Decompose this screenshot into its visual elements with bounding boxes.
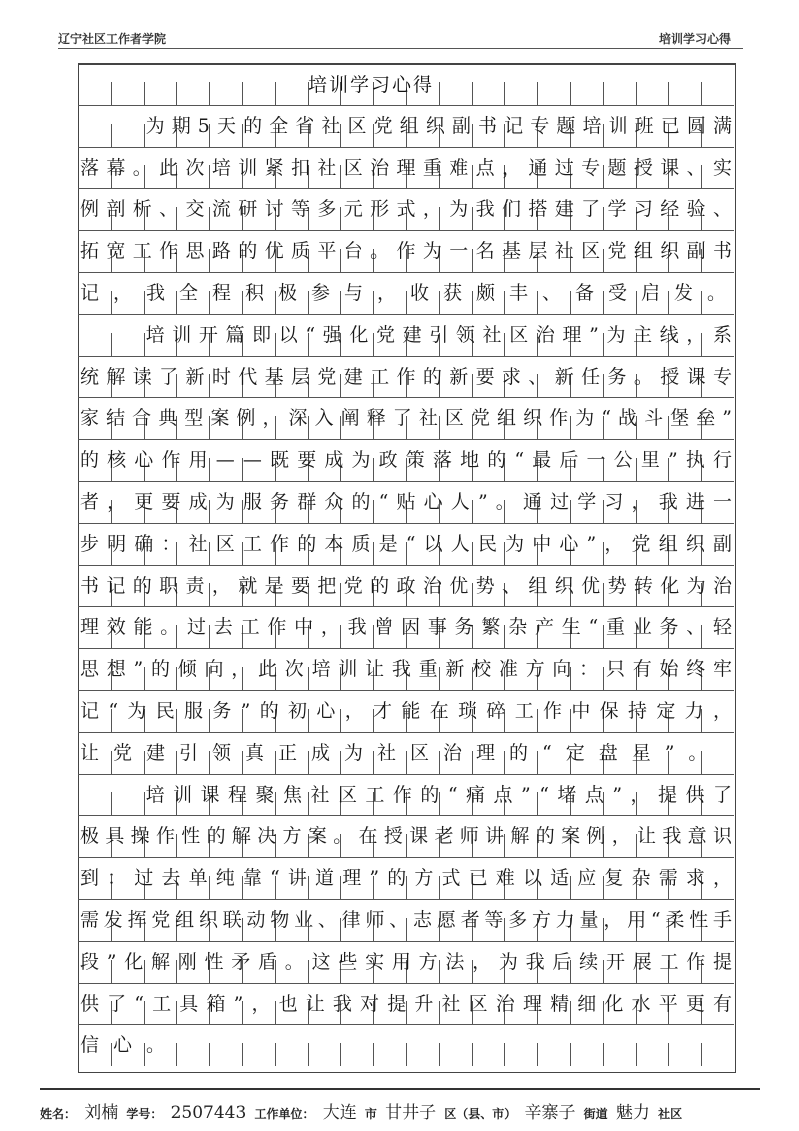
text-line: 书记的职责，就是要把党的政治优势、组织优势转化为治 (80, 574, 740, 597)
grid-cell-divider (537, 82, 538, 105)
grid-cell-divider (570, 1043, 571, 1066)
grid-row-line (78, 857, 734, 858)
text-line: 培训课程聚焦社区工作的“痛点”“堵点”，提供了 (145, 783, 741, 806)
text-line: 供了“工具箱”，也让我对提升社区治理精细化水平更有 (80, 992, 741, 1015)
text-line: 让党建引领真正成为社区治理的“定盘星”。 (80, 741, 722, 764)
grid-cell-divider (275, 1043, 276, 1066)
grid-cell-divider (111, 124, 112, 147)
grid-cell-divider (636, 1043, 637, 1066)
grid-cell-divider (111, 82, 112, 105)
grid-cell-divider (504, 82, 505, 105)
text-line: 为期5天的全省社区党组织副书记专题培训班已圆满 (145, 114, 740, 137)
district-label: 区（县、市） (444, 1107, 517, 1121)
name-label: 姓名： (40, 1107, 77, 1121)
grid-cell-divider (603, 82, 604, 105)
text-line: 段”化解刚性矛盾。这些实用方法，为我后续开展工作提 (80, 950, 740, 973)
grid-cell-divider (439, 82, 440, 105)
text-line: 极具操作性的解决方案。在授课老师讲解的案例，让我意识 (80, 825, 739, 848)
grid-row-line (78, 941, 734, 942)
grid-row-line (78, 314, 734, 315)
grid-cell-divider (701, 1043, 702, 1066)
header-doc-type: 培训学习心得 (658, 32, 731, 46)
grid-row-line (78, 230, 734, 231)
grid-cell-divider (406, 1043, 407, 1066)
text-line: 信心。 (80, 1034, 180, 1057)
grid-cell-divider (701, 82, 702, 105)
district-value: 甘井子 (385, 1103, 437, 1123)
text-line: 理效能。过去工作中，我曾因事务繁杂产生“重业务、轻 (80, 616, 740, 639)
grid-row-line (78, 272, 734, 273)
grid-cell-divider (144, 124, 145, 147)
text-line: 思想”的倾向，此次培训让我重新校准方向：只有始终牢 (80, 658, 740, 681)
grid-cell-divider (603, 1043, 604, 1066)
grid-cell-divider (144, 333, 145, 356)
grid-cell-divider (242, 82, 243, 105)
grid-cell-divider (308, 1043, 309, 1066)
street-value: 辛寨子 (524, 1103, 576, 1123)
grid-row-line (78, 690, 734, 691)
footer-rule (40, 1088, 760, 1090)
header-rule (58, 48, 743, 49)
grid-cell-divider (373, 1043, 374, 1066)
grid-row-line (78, 147, 734, 148)
grid-cell-divider (242, 1043, 243, 1066)
grid-row-line (78, 648, 734, 649)
text-line: 需发挥党组织联动物业、律师、志愿者等多方力量，用“柔性手 (80, 909, 737, 931)
community-value: 魅力 (615, 1103, 650, 1123)
grid-row-line (78, 1024, 734, 1025)
text-line: 落幕。此次培训紧扣社区治理重难点，通过专题授课、实 (80, 156, 740, 179)
text-line: 例剖析、交流研讨等多元形式，为我们搭建了学习经验、 (80, 198, 740, 221)
grid-cell-divider (472, 1043, 473, 1066)
grid-cell-divider (144, 82, 145, 105)
text-line: 步明确：社区工作的本质是“以人民为中心”，党组织副 (80, 532, 741, 555)
page-title: 培训学习心得 (308, 74, 435, 96)
street-label: 街道 (583, 1107, 608, 1121)
text-line: 者，更要成为服务群众的“贴心人”。通过学习，我进一 (80, 491, 741, 513)
footer-info (40, 1098, 682, 1123)
name-value: 刘楠 (84, 1103, 119, 1123)
grid-cell-divider (636, 82, 637, 105)
grid-row-line (78, 815, 734, 816)
text-line: 培训开篇即以“强化党建引领社区治理”为主线，系 (145, 323, 740, 346)
grid-cell-divider (570, 82, 571, 105)
grid-cell-divider (668, 82, 669, 105)
text-line: 记，我全程积极参与，收获颇丰、备受启发。 (80, 282, 741, 304)
grid-cell-divider (275, 82, 276, 105)
grid-cell-divider (340, 1043, 341, 1066)
community-label: 社区 (658, 1107, 683, 1121)
grid-cell-divider (144, 792, 145, 815)
text-line: 拓宽工作思路的优质平台。作为一名基层社区党组织副书 (80, 240, 740, 263)
grid-row-line (78, 397, 734, 398)
grid-cell-divider (209, 82, 210, 105)
work-unit-label: 工作单位： (254, 1107, 315, 1121)
grid-cell-divider (111, 792, 112, 815)
grid-row-line (78, 565, 734, 566)
city-label: 市 (364, 1107, 377, 1121)
header-college-name: 辽宁社区工作者学院 (58, 32, 167, 46)
grid-row-line (78, 732, 734, 733)
grid-row-line (78, 774, 734, 775)
grid-cell-divider (537, 1043, 538, 1066)
grid-cell-divider (176, 82, 177, 105)
grid-cell-divider (668, 1043, 669, 1066)
text-line: 的核心作用——既要成为政策落地的“最后一公里”执行 (80, 449, 741, 472)
grid-row-line (78, 105, 734, 106)
text-line: 统解读了新时代基层党建工作的新要求、新任务。授课专 (80, 365, 740, 388)
grid-cell-divider (439, 1043, 440, 1066)
grid-row-line (78, 606, 734, 607)
grid-cell-divider (472, 82, 473, 105)
student-id-label: 学号： (126, 1107, 163, 1121)
grid-row-line (78, 439, 734, 440)
student-id-value: 2507443 (170, 1103, 247, 1123)
text-line: 记“为民服务”的初心，才能在琐碎工作中保持定力， (80, 700, 742, 722)
grid-cell-divider (504, 1043, 505, 1066)
grid-row-line (78, 523, 734, 524)
grid-cell-divider (111, 333, 112, 356)
grid-cell-divider (209, 1043, 210, 1066)
grid-row-line (78, 481, 734, 482)
grid-row-line (78, 356, 734, 357)
text-line: 家结合典型案例，深入阐释了社区党组织作为“战斗堡垒” (80, 407, 740, 430)
grid-row-line (78, 899, 734, 900)
city-value: 大连 (322, 1103, 357, 1123)
grid-row-line (78, 188, 734, 189)
grid-row-line (78, 983, 734, 984)
text-line: 到：过去单纯靠“讲道理”的方式已难以适应复杂需求， (80, 867, 741, 890)
